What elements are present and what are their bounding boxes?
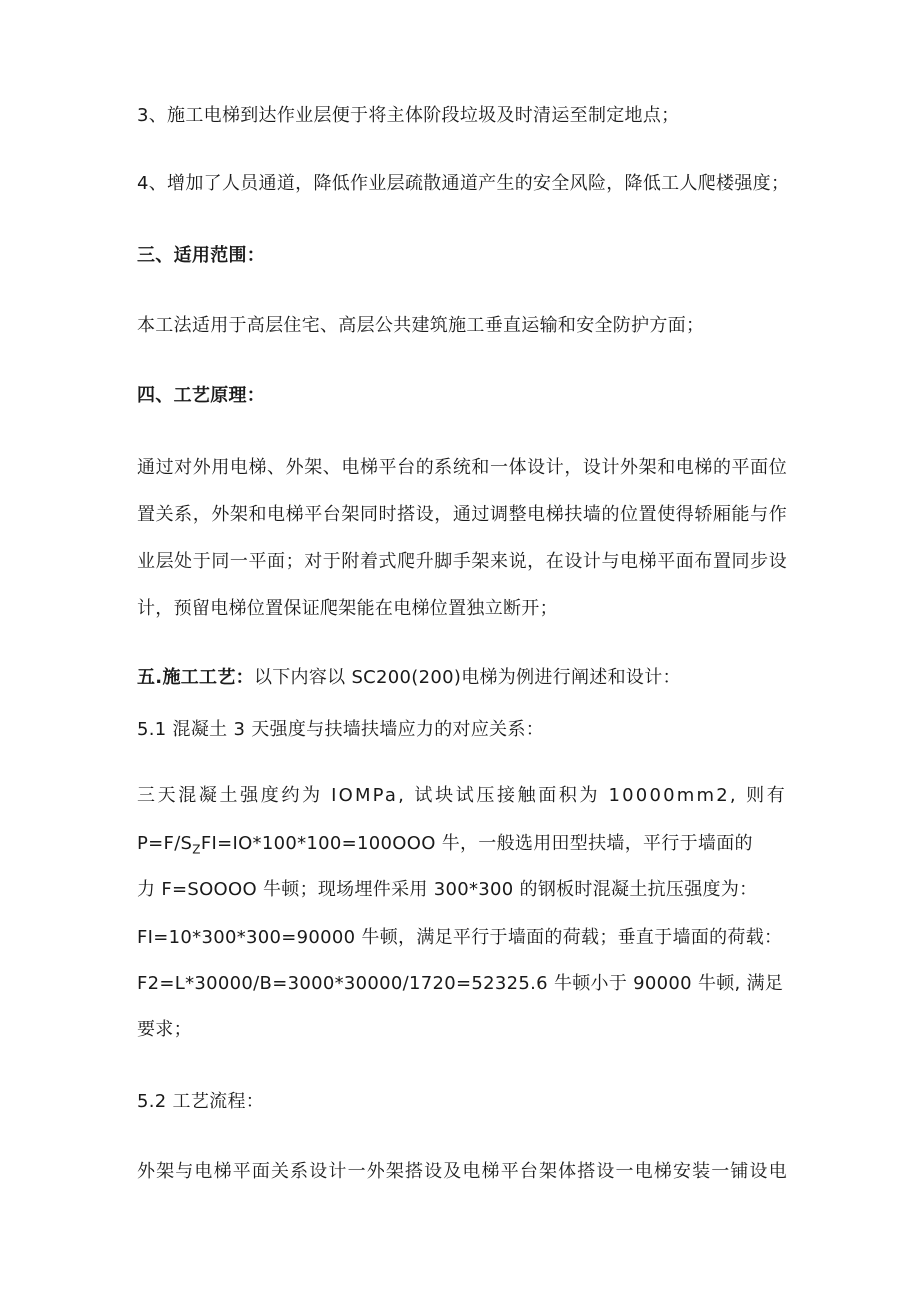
subsection-heading-5-1: 5.1 混凝土 3 天强度与扶墙扶墙应力的对应关系： — [137, 719, 545, 740]
calc-subscript: Z — [192, 842, 201, 857]
calc-line-6: 要求； — [137, 1019, 192, 1040]
calc-line-3: 力 F=SOOOO 牛顿；现场埋件采用 300*300 的钢板时混凝土抗压强度为： — [137, 879, 758, 900]
list-item-4: 4、增加了人员通道，降低作业层疏散通道产生的安全风险，降低工人爬楼强度； — [137, 173, 790, 194]
calc-line-5: F2=L*30000∕B=3000*30000∕1720=52325.6 牛顿小于 90000 牛顿, 满足 — [137, 973, 784, 994]
subsection-heading-5-2: 5.2 工艺流程： — [137, 1091, 265, 1112]
principle-line-3: 业层处于同一平面；对于附着式爬升脚手架来说，在设计与电梯平面布置同步设 — [137, 551, 787, 572]
process-intro: 以下内容以 SC200(200)电梯为例进行阐述和设计： — [253, 667, 681, 688]
calc-formula-rest: FI=IO*100*100=100OOO 牛，一般选用田型扶墙，平行于墙面的 — [200, 833, 753, 854]
section-heading-principle: 四、工艺原理： — [137, 385, 266, 406]
section-heading-process — [137, 666, 681, 690]
workflow-line-1: 外架与电梯平面关系设计一外架搭设及电梯平台架体搭设一电梯安装一铺设电 — [137, 1161, 787, 1182]
section-heading-scope: 三、适用范围： — [137, 245, 266, 266]
list-item-3: 3、施工电梯到达作业层便于将主体阶段垃圾及时清运至制定地点； — [137, 105, 680, 126]
calc-line-2 — [137, 832, 753, 862]
principle-line-1: 通过对外用电梯、外架、电梯平台的系统和一体设计，设计外架和电梯的平面位 — [137, 457, 787, 478]
principle-line-2: 置关系，外架和电梯平台架同时搭设，通过调整电梯扶墙的位置使得轿厢能与作 — [137, 504, 787, 525]
process-heading-label: 五.施工工艺： — [137, 667, 254, 688]
calc-line-4: FI=10*300*300=90000 牛顿，满足平行于墙面的荷载；垂直于墙面的荷载： — [137, 927, 783, 948]
calc-formula-start: P=F∕S — [137, 833, 193, 854]
scope-paragraph: 本工法适用于高层住宅、高层公共建筑施工垂直运输和安全防护方面； — [137, 315, 705, 336]
principle-line-4: 计，预留电梯位置保证爬架能在电梯位置独立断开； — [137, 598, 558, 619]
calc-line-1: 三天混凝土强度约为 IOMPa, 试块试压接触面积为 10000mm2, 则有 — [137, 785, 787, 806]
